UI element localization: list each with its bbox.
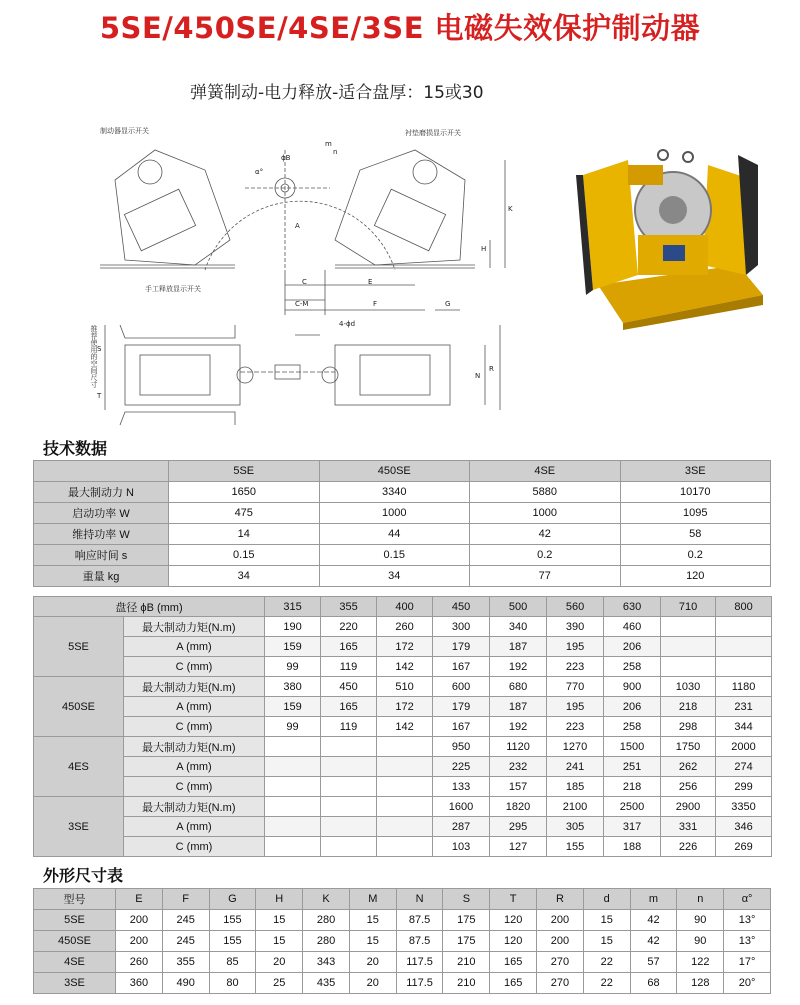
torque-cell: [321, 817, 377, 837]
dims-cell: 22: [583, 952, 630, 973]
dims-col-header: K: [303, 889, 350, 910]
model-group-label: 4ES: [34, 737, 124, 797]
torque-header-label: 盘径 ϕB (mm): [34, 597, 265, 617]
tech-cell: 0.2: [470, 545, 621, 566]
dims-row: [34, 952, 771, 973]
torque-cell: 260: [377, 617, 433, 637]
torque-cell: 220: [321, 617, 377, 637]
torque-cell: 269: [716, 837, 772, 857]
dims-table: [33, 888, 771, 994]
torque-row-label: A (mm): [124, 637, 265, 657]
torque-cell: 99: [265, 657, 321, 677]
torque-row: [34, 677, 772, 697]
torque-cell: 231: [716, 697, 772, 717]
torque-cell: [265, 837, 321, 857]
dims-cell: 200: [537, 910, 584, 931]
dims-col-header: m: [630, 889, 677, 910]
torque-cell: 223: [547, 657, 604, 677]
dims-cell: 117.5: [396, 973, 443, 994]
dims-cell: 200: [116, 910, 163, 931]
torque-cell: 190: [265, 617, 321, 637]
dim-alpha: α°: [255, 168, 264, 176]
torque-row-label: A (mm): [124, 697, 265, 717]
model-group-label: 3SE: [34, 797, 124, 857]
torque-cell: [377, 777, 433, 797]
tech-cell: 34: [169, 566, 320, 587]
dims-col-header: M: [349, 889, 396, 910]
torque-cell: 179: [433, 697, 490, 717]
diameter-header: 355: [321, 597, 377, 617]
dims-cell: 90: [677, 931, 724, 952]
torque-cell: [661, 657, 716, 677]
dims-cell: 90: [677, 910, 724, 931]
dims-cell: 15: [256, 931, 303, 952]
dims-cell: 87.5: [396, 931, 443, 952]
dim-R: R: [489, 365, 494, 373]
dims-cell: 490: [162, 973, 209, 994]
dims-model-label: 450SE: [34, 931, 116, 952]
torque-cell: 241: [547, 757, 604, 777]
tech-cell: 3340: [319, 482, 470, 503]
dims-cell: 245: [162, 931, 209, 952]
torque-cell: 159: [265, 697, 321, 717]
torque-cell: 218: [661, 697, 716, 717]
torque-cell: 99: [265, 717, 321, 737]
torque-cell: 232: [490, 757, 547, 777]
dims-cell: 15: [583, 931, 630, 952]
brake-drawing-svg: [95, 110, 525, 430]
torque-cell: 274: [716, 757, 772, 777]
torque-cell: 206: [604, 697, 661, 717]
torque-cell: [265, 817, 321, 837]
dims-cell: 117.5: [396, 952, 443, 973]
dims-cell: 15: [583, 910, 630, 931]
torque-cell: 1030: [661, 677, 716, 697]
torque-cell: 206: [604, 637, 661, 657]
tech-cell: 1000: [470, 503, 621, 524]
dims-cell: 17°: [724, 952, 771, 973]
dims-cell: 68: [630, 973, 677, 994]
dims-cell: 360: [116, 973, 163, 994]
torque-cell: 1600: [433, 797, 490, 817]
tech-data-table: [33, 460, 771, 587]
torque-row-label: A (mm): [124, 757, 265, 777]
dims-col-header: d: [583, 889, 630, 910]
label-brake-switch: 制动器显示开关: [100, 127, 149, 135]
torque-cell: [716, 657, 772, 677]
torque-row-label: 最大制动力矩(N.m): [124, 617, 265, 637]
torque-cell: [377, 737, 433, 757]
torque-cell: 187: [490, 697, 547, 717]
dims-cell: 80: [209, 973, 256, 994]
tech-col-header: 3SE: [620, 461, 771, 482]
torque-cell: 340: [490, 617, 547, 637]
torque-cell: 167: [433, 717, 490, 737]
page-title: 5SE/450SE/4SE/3SE 电磁失效保护制动器: [99, 11, 701, 45]
diameter-header: 315: [265, 597, 321, 617]
dims-model-label: 4SE: [34, 952, 116, 973]
tech-row-label: 启动功率 W: [34, 503, 169, 524]
torque-cell: 119: [321, 657, 377, 677]
dims-row: [34, 910, 771, 931]
torque-cell: 142: [377, 657, 433, 677]
torque-cell: 950: [433, 737, 490, 757]
dims-cell: 25: [256, 973, 303, 994]
torque-cell: 195: [547, 637, 604, 657]
torque-row-label: C (mm): [124, 657, 265, 677]
dim-phiB: ϕB: [281, 154, 291, 162]
tech-cell: 58: [620, 524, 771, 545]
dims-cell: 155: [209, 910, 256, 931]
tech-row-label: 维持功率 W: [34, 524, 169, 545]
torque-cell: 1120: [490, 737, 547, 757]
dims-cell: 210: [443, 952, 490, 973]
dim-N: N: [475, 372, 481, 380]
dims-col-header: T: [490, 889, 537, 910]
dims-row: [34, 931, 771, 952]
torque-row: [34, 697, 772, 717]
torque-cell: 127: [490, 837, 547, 857]
torque-row: [34, 797, 772, 817]
torque-cell: 119: [321, 717, 377, 737]
torque-cell: 165: [321, 637, 377, 657]
torque-row: [34, 657, 772, 677]
torque-cell: 187: [490, 637, 547, 657]
tech-cell: 1650: [169, 482, 320, 503]
dim-F: F: [373, 300, 378, 308]
dims-cell: 210: [443, 973, 490, 994]
torque-cell: 218: [604, 777, 661, 797]
torque-row-label: C (mm): [124, 777, 265, 797]
dims-cell: 200: [116, 931, 163, 952]
torque-cell: [661, 617, 716, 637]
torque-row-label: C (mm): [124, 717, 265, 737]
dims-cell: 355: [162, 952, 209, 973]
dims-cell: 22: [583, 973, 630, 994]
tech-cell: 0.15: [319, 545, 470, 566]
torque-row-label: A (mm): [124, 817, 265, 837]
torque-cell: 142: [377, 717, 433, 737]
dim-m: m: [325, 140, 332, 148]
torque-cell: 225: [433, 757, 490, 777]
tech-heading: 技术数据: [43, 439, 108, 458]
tech-row: [34, 482, 771, 503]
torque-cell: 251: [604, 757, 661, 777]
dims-col-header: α°: [724, 889, 771, 910]
torque-cell: 2900: [661, 797, 716, 817]
torque-cell: 159: [265, 637, 321, 657]
dims-cell: 165: [490, 952, 537, 973]
dim-n: n: [333, 148, 338, 156]
torque-cell: 344: [716, 717, 772, 737]
dims-cell: 270: [537, 973, 584, 994]
tech-cell: 1095: [620, 503, 771, 524]
dims-cell: 435: [303, 973, 350, 994]
tech-cell: 44: [319, 524, 470, 545]
torque-cell: [716, 617, 772, 637]
diameter-header: 710: [661, 597, 716, 617]
tech-cell: 0.15: [169, 545, 320, 566]
label-lining-switch: 衬垫磨损显示开关: [405, 129, 461, 137]
torque-row: [34, 777, 772, 797]
torque-cell: 2000: [716, 737, 772, 757]
torque-row: [34, 837, 772, 857]
dims-cell: 270: [537, 952, 584, 973]
dims-cell: 120: [490, 931, 537, 952]
dims-col-header: E: [116, 889, 163, 910]
dims-cell: 87.5: [396, 910, 443, 931]
tech-cell: 14: [169, 524, 320, 545]
dims-cell: 85: [209, 952, 256, 973]
torque-cell: 299: [716, 777, 772, 797]
dims-cell: 155: [209, 931, 256, 952]
label-manual-release: 手工释放显示开关: [145, 285, 201, 293]
torque-cell: 195: [547, 697, 604, 717]
torque-row: [34, 757, 772, 777]
torque-row-label: 最大制动力矩(N.m): [124, 797, 265, 817]
dims-col-header: G: [209, 889, 256, 910]
tech-cell: 34: [319, 566, 470, 587]
torque-row-label: 最大制动力矩(N.m): [124, 677, 265, 697]
dims-cell: 175: [443, 931, 490, 952]
dim-d: 4-ϕd: [339, 320, 356, 328]
dims-heading: 外形尺寸表: [43, 866, 124, 885]
dims-col-header: 型号: [34, 889, 116, 910]
torque-row: [34, 637, 772, 657]
tech-col-header: 4SE: [470, 461, 621, 482]
dims-row: [34, 973, 771, 994]
dims-col-header: S: [443, 889, 490, 910]
dims-cell: 20: [349, 952, 396, 973]
dims-cell: 57: [630, 952, 677, 973]
torque-cell: 1500: [604, 737, 661, 757]
dim-A: A: [295, 222, 300, 230]
torque-cell: 172: [377, 637, 433, 657]
tech-row-label: 响应时间 s: [34, 545, 169, 566]
torque-cell: 2500: [604, 797, 661, 817]
dims-col-header: F: [162, 889, 209, 910]
dims-cell: 15: [256, 910, 303, 931]
torque-row: [34, 717, 772, 737]
page-subtitle: 弹簧制动-电力释放-适合盘厚：15或30: [190, 83, 484, 103]
technical-drawing: [90, 110, 525, 430]
tech-row: [34, 503, 771, 524]
torque-table: [33, 596, 772, 857]
torque-cell: 3350: [716, 797, 772, 817]
torque-cell: [321, 757, 377, 777]
dims-model-label: 3SE: [34, 973, 116, 994]
torque-cell: [716, 637, 772, 657]
torque-cell: 600: [433, 677, 490, 697]
dim-C: C: [302, 278, 307, 286]
torque-cell: [321, 797, 377, 817]
torque-cell: 460: [604, 617, 661, 637]
torque-cell: 258: [604, 717, 661, 737]
tech-cell: 77: [470, 566, 621, 587]
model-group-label: 5SE: [34, 617, 124, 677]
torque-row: [34, 817, 772, 837]
torque-cell: [661, 637, 716, 657]
product-photo: [568, 145, 768, 330]
torque-cell: [321, 737, 377, 757]
label-space: 推荐使用的空间尺寸: [90, 325, 98, 388]
torque-cell: 331: [661, 817, 716, 837]
dims-cell: 128: [677, 973, 724, 994]
torque-cell: 317: [604, 817, 661, 837]
torque-cell: [377, 837, 433, 857]
dims-cell: 20: [256, 952, 303, 973]
diameter-header: 800: [716, 597, 772, 617]
tech-cell: 0.2: [620, 545, 771, 566]
dims-cell: 280: [303, 931, 350, 952]
dim-CM: C-M: [295, 300, 309, 308]
torque-cell: 346: [716, 817, 772, 837]
torque-cell: 2100: [547, 797, 604, 817]
torque-cell: 133: [433, 777, 490, 797]
dims-cell: 120: [490, 910, 537, 931]
torque-cell: 192: [490, 657, 547, 677]
torque-cell: [377, 817, 433, 837]
torque-cell: 157: [490, 777, 547, 797]
torque-cell: 300: [433, 617, 490, 637]
tech-cell: 120: [620, 566, 771, 587]
torque-cell: [377, 797, 433, 817]
dims-cell: 165: [490, 973, 537, 994]
dim-G: G: [445, 300, 451, 308]
torque-cell: [265, 777, 321, 797]
torque-cell: 450: [321, 677, 377, 697]
torque-cell: 380: [265, 677, 321, 697]
dims-cell: 280: [303, 910, 350, 931]
torque-cell: 179: [433, 637, 490, 657]
torque-cell: 155: [547, 837, 604, 857]
tech-cell: 1000: [319, 503, 470, 524]
torque-cell: [265, 757, 321, 777]
diameter-header: 560: [547, 597, 604, 617]
diameter-header: 630: [604, 597, 661, 617]
dim-K: K: [508, 205, 513, 213]
tech-header-row: [34, 461, 771, 482]
dim-T: T: [97, 392, 102, 400]
torque-cell: 103: [433, 837, 490, 857]
dim-E: E: [368, 278, 373, 286]
dims-cell: 260: [116, 952, 163, 973]
torque-cell: 1270: [547, 737, 604, 757]
torque-cell: 1820: [490, 797, 547, 817]
torque-cell: [321, 837, 377, 857]
tech-cell: 5880: [470, 482, 621, 503]
torque-cell: 510: [377, 677, 433, 697]
torque-cell: [321, 777, 377, 797]
torque-row-label: 最大制动力矩(N.m): [124, 737, 265, 757]
dims-cell: 245: [162, 910, 209, 931]
dims-cell: 13°: [724, 910, 771, 931]
torque-cell: [377, 757, 433, 777]
dim-H: H: [481, 245, 487, 253]
dims-cell: 20: [349, 973, 396, 994]
tech-cell: 10170: [620, 482, 771, 503]
dim-S: S: [97, 345, 102, 353]
diameter-header: 500: [490, 597, 547, 617]
torque-row: [34, 617, 772, 637]
torque-cell: 226: [661, 837, 716, 857]
torque-cell: 262: [661, 757, 716, 777]
dims-header-row: [34, 889, 771, 910]
tech-col-header: 450SE: [319, 461, 470, 482]
dims-cell: 42: [630, 931, 677, 952]
diameter-header: 400: [377, 597, 433, 617]
torque-cell: 1180: [716, 677, 772, 697]
dims-col-header: n: [677, 889, 724, 910]
tech-row: [34, 524, 771, 545]
torque-cell: 390: [547, 617, 604, 637]
torque-cell: 1750: [661, 737, 716, 757]
torque-cell: 172: [377, 697, 433, 717]
torque-cell: 305: [547, 817, 604, 837]
torque-cell: 770: [547, 677, 604, 697]
dims-cell: 13°: [724, 931, 771, 952]
torque-cell: 165: [321, 697, 377, 717]
dims-cell: 200: [537, 931, 584, 952]
dims-cell: 122: [677, 952, 724, 973]
dims-cell: 20°: [724, 973, 771, 994]
tech-col-header: 5SE: [169, 461, 320, 482]
torque-cell: 223: [547, 717, 604, 737]
dims-col-header: N: [396, 889, 443, 910]
torque-cell: 258: [604, 657, 661, 677]
tech-row-label: 最大制动力 N: [34, 482, 169, 503]
tech-row-label: 重量 kg: [34, 566, 169, 587]
torque-cell: 295: [490, 817, 547, 837]
tech-cell: 42: [470, 524, 621, 545]
torque-cell: 188: [604, 837, 661, 857]
torque-cell: 680: [490, 677, 547, 697]
diameter-header: 450: [433, 597, 490, 617]
dims-cell: 343: [303, 952, 350, 973]
torque-cell: 287: [433, 817, 490, 837]
torque-cell: 167: [433, 657, 490, 677]
torque-cell: 298: [661, 717, 716, 737]
tech-row: [34, 566, 771, 587]
dims-cell: 15: [349, 931, 396, 952]
torque-cell: 185: [547, 777, 604, 797]
dims-cell: 42: [630, 910, 677, 931]
torque-header-row: [34, 597, 772, 617]
dims-col-header: H: [256, 889, 303, 910]
torque-cell: 192: [490, 717, 547, 737]
product-photo-svg: [568, 145, 768, 330]
torque-cell: 256: [661, 777, 716, 797]
dims-col-header: R: [537, 889, 584, 910]
torque-row: [34, 737, 772, 757]
model-group-label: 450SE: [34, 677, 124, 737]
torque-cell: [265, 737, 321, 757]
dims-cell: 15: [349, 910, 396, 931]
dims-cell: 175: [443, 910, 490, 931]
tech-row: [34, 545, 771, 566]
tech-header-blank: [34, 461, 169, 482]
torque-row-label: C (mm): [124, 837, 265, 857]
torque-cell: [265, 797, 321, 817]
dims-model-label: 5SE: [34, 910, 116, 931]
torque-cell: 900: [604, 677, 661, 697]
tech-cell: 475: [169, 503, 320, 524]
